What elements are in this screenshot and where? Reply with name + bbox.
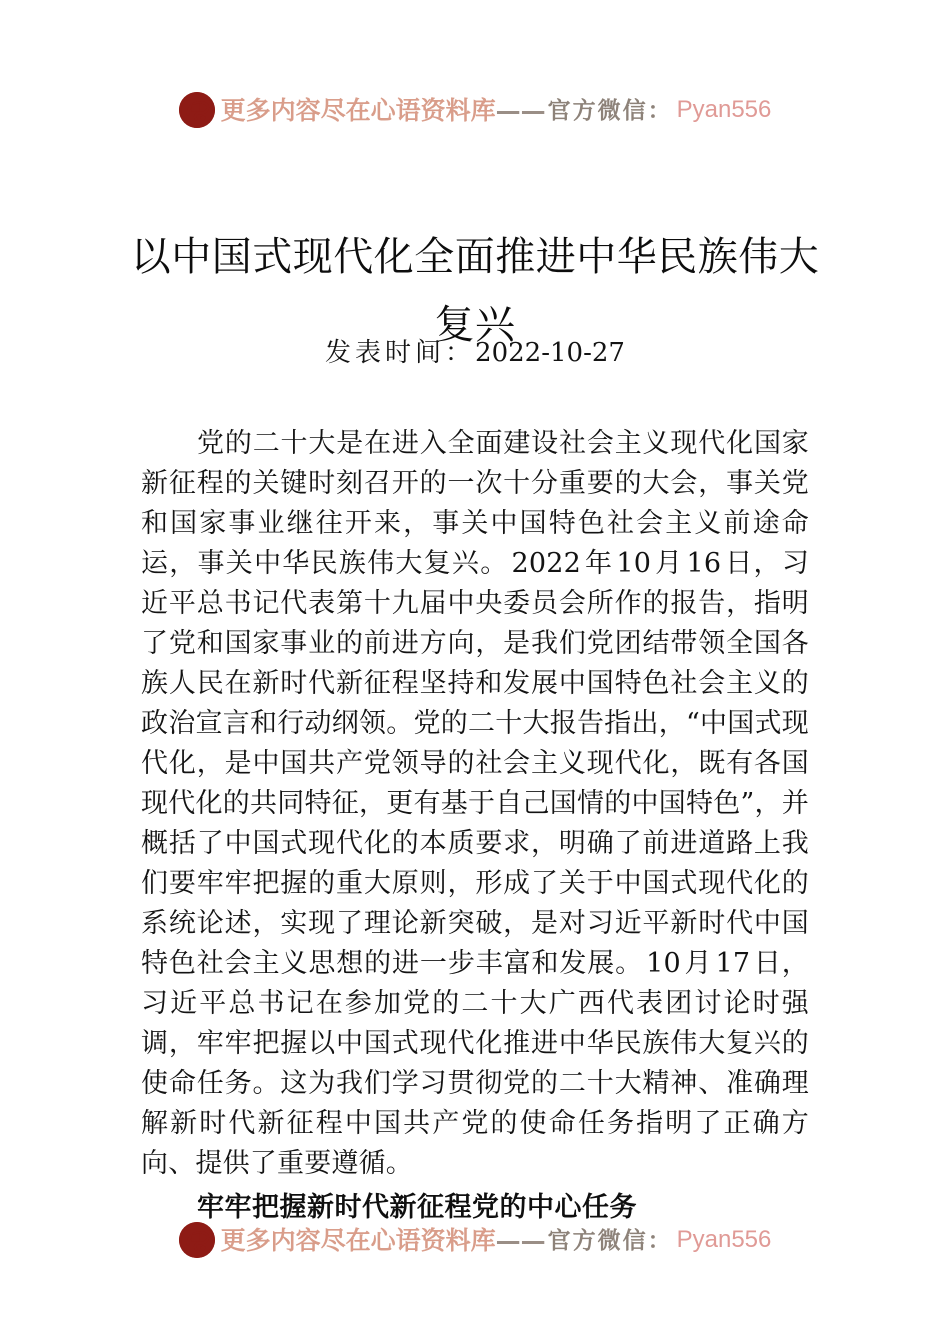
watermark-wechat-label: 官方微信： bbox=[547, 96, 673, 124]
paragraph-part-3: ，习近平总书记在参加党的二十大广西代表团讨论时强调，牢牢把握以中国式现代化推进中华民族伟大复兴的使命任务。这为我们学习贯彻党的二十大精神、准确理解新时代新征程中国共产党的使命任务指明了正确方向、提供了重要遵循。 bbox=[141, 948, 809, 1179]
watermark-wechat-label: 官方微信： bbox=[547, 1226, 673, 1254]
watermark-text: 更多内容尽在心语资料库 bbox=[220, 95, 496, 125]
day-value: 16 bbox=[686, 548, 722, 579]
body-paragraph bbox=[141, 424, 809, 1184]
paragraph-part-1: 党的二十大是在进入全面建设社会主义现代化国家新征程的关键时刻召开的一次十分重要的大会，事关党和国家事业继往开来，事关中国特色社会主义前途命运，事关中华民族伟大复兴。 bbox=[141, 428, 809, 579]
page-title: 以中国式现代化全面推进中华民族伟大复兴 bbox=[130, 233, 820, 348]
month2-value: 10 bbox=[646, 948, 681, 979]
publish-date-label: 发表时间： bbox=[325, 338, 476, 368]
day-unit: 日 bbox=[724, 548, 754, 579]
watermark-text: 更多内容尽在心语资料库 bbox=[220, 1225, 496, 1255]
watermark-separator: —— bbox=[495, 95, 546, 125]
brand-logo-icon bbox=[179, 1222, 215, 1258]
year-value: 2022 bbox=[511, 548, 581, 579]
section-heading: 牢牢把握新时代新征程党的中心任务 bbox=[197, 1192, 637, 1222]
month2-unit: 月 bbox=[683, 948, 713, 979]
publish-date bbox=[125, 332, 825, 369]
day2-value: 17 bbox=[715, 948, 751, 979]
year-unit: 年 bbox=[583, 548, 614, 579]
paragraph-part-2: ，习近平总书记代表第十九届中央委员会所作的报告，指明了党和国家事业的前进方向，是我们党团结带领全国各族人民在新时代新征程坚持和发展中国特色社会主义的政治宣言和行动纲领。党的二十大报告指出，“中国式现代化，是中国共产党领导的社会主义现代化，既有各国现代化的共同特征，更有基于自己国情的中国特色”，并概括了中国式现代化的本质要求，明确了前进道路上我们要牢牢把握的重大原则，形成了关于中国式现代化的系统论述，实现了理论新突破，是对习近平新时代中国特色社会主义思想的进一步丰富和发展。 bbox=[141, 548, 810, 979]
watermark-wechat-id: Pyan556 bbox=[676, 96, 772, 123]
brand-logo-icon bbox=[179, 92, 215, 128]
watermark-wechat-id: Pyan556 bbox=[676, 1226, 772, 1253]
watermark-separator: —— bbox=[495, 1225, 546, 1255]
document-body bbox=[141, 424, 809, 1228]
day2-unit: 日 bbox=[753, 948, 782, 979]
month-value: 10 bbox=[616, 548, 652, 579]
publish-date-value: 2022-10-27 bbox=[475, 338, 625, 368]
footer-watermark bbox=[0, 1222, 950, 1258]
header-watermark bbox=[0, 92, 950, 128]
month-unit: 月 bbox=[654, 548, 684, 579]
